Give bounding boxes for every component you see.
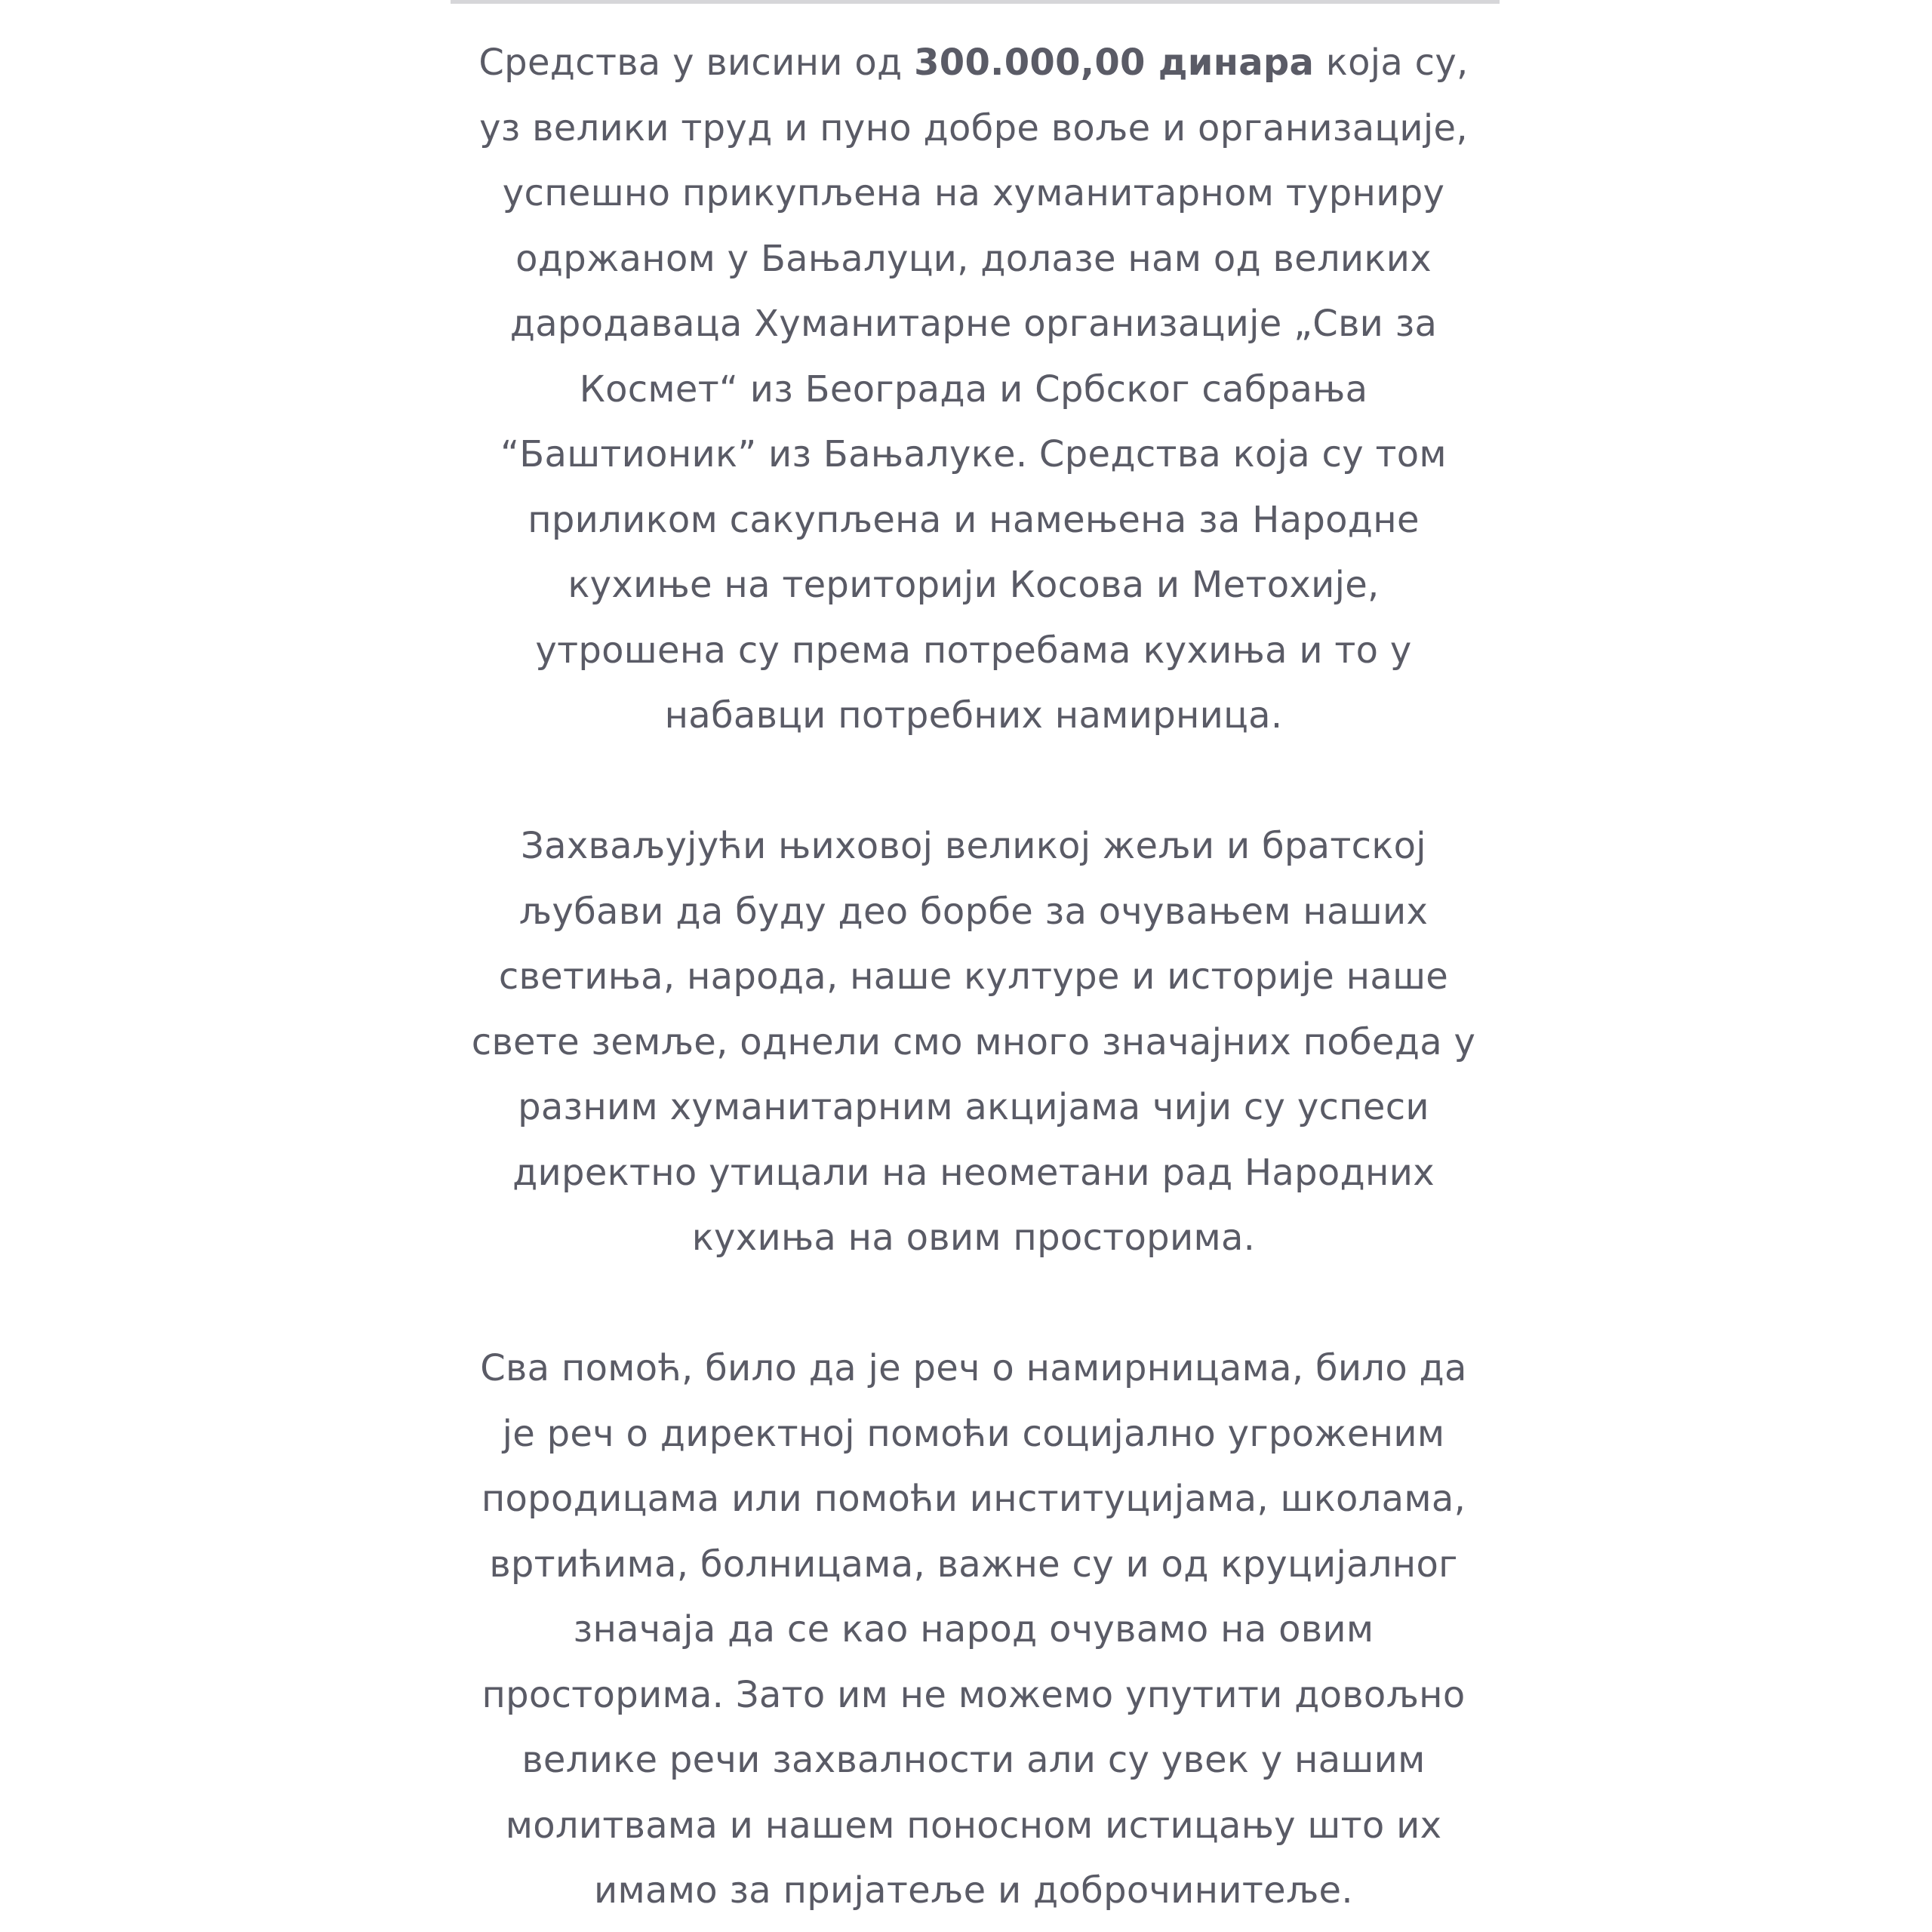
donation-amount: 300.000,00 динара [914, 42, 1315, 84]
top-divider [451, 0, 1500, 4]
article-body [468, 30, 1479, 1924]
paragraph-funds-intro: Средства у висини од [478, 42, 915, 84]
paragraph-funds [468, 30, 1479, 749]
paragraph-funds-rest: која су, уз велики труд и пуно добре воље и организације, успешно прикупљена на хуманитарном турниру одржаном у Бањалуци, долазе нам од великих дародаваца Хуманитарне организације „Сви за Космет“ из Београда и Србског сабрања “Баштионик” из Бањалуке. Средства која су том приликом сакупљена и намењена за Народне кухиње на територији Косова и Метохије, утрошена су према потребама кухиња и то у набавци потребних намирница. [479, 42, 1469, 737]
paragraph-help: Сва помоћ, било да је реч о намирницама, било да је реч о директној помоћи социјално угроженим породицама или помоћи институцијама, школама, вртићима, болницама, важне су и од круцијалног значаја да се као народ очувамо на овим просторима. Зато им не можемо упутити довољно велике речи захвалности али су увек у нашим молитвама и нашем поносном истицању што их имамо за пријатеље и доброчинитеље. [480, 1347, 1467, 1912]
paragraph-gratitude: Захваљујући њиховој великој жељи и братској љубави да буду део борбе за очувањем наших светиња, народа, наше културе и историје наше свете земље, однели смо много значајних победа у разним хуманитарним акцијама чији су успеси директно утицали на неометани рад Народних кухиња на овим просторима. [471, 825, 1476, 1259]
